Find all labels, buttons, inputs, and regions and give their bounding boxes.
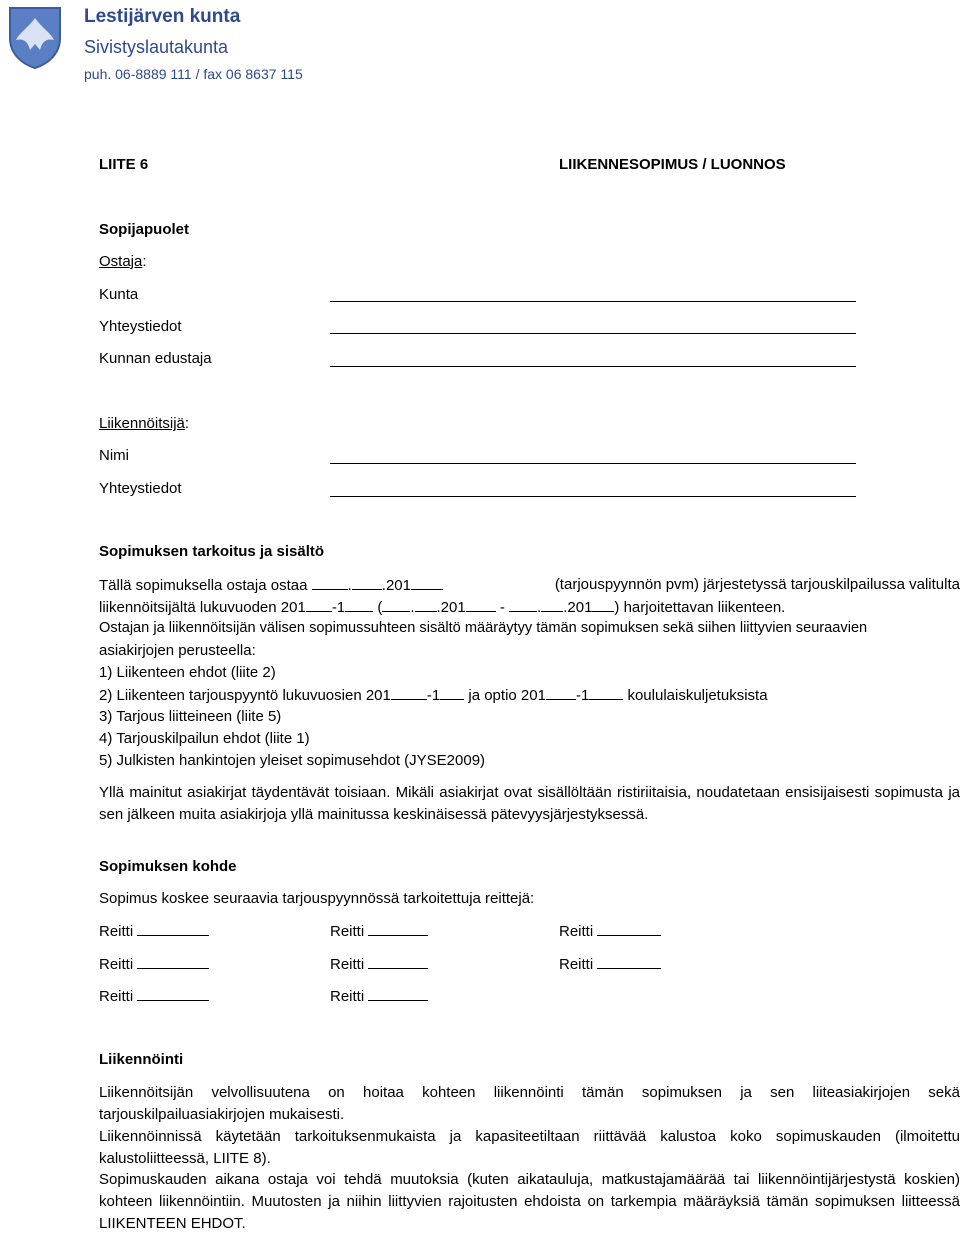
purpose-text-part: liikennöitsijältä lukuvuoden 201 [99, 599, 306, 616]
list-text-part: ja optio 201 [468, 687, 546, 704]
buyer-colon: : [142, 253, 147, 270]
buyer-heading [99, 253, 147, 270]
dash: -1 [331, 599, 346, 616]
blank-year[interactable] [466, 598, 496, 612]
attachment-label: LIITE 6 [99, 156, 149, 173]
traffic-paragraph: Liikennöinnissä käytetään tarkoituksenmukaista ja kapasiteetiltaan riittävää kalustoa koko sopimuskauden (ilmoitettu kalustoliitteessä, LIITE 8). [99, 1128, 960, 1167]
document-list-item: 5) Julkisten hankintojen yleiset sopimusehdot (JYSE2009) [99, 752, 486, 769]
route-label: Reitti [559, 956, 594, 973]
operator-field-line[interactable] [330, 463, 856, 464]
route-label: Reitti [559, 923, 594, 940]
dot: . [347, 577, 352, 594]
route-blank[interactable] [137, 987, 209, 1001]
year-prefix: .201 [563, 599, 593, 616]
document-list-item: 4) Tarjouskilpailun ehdot (liite 1) [99, 730, 310, 747]
purpose-text-part: (tarjouspyynnön pvm) järjestetyssä tarjouskilpailussa valitulta [554, 576, 960, 593]
traffic-heading: Liikennöinti [99, 1051, 184, 1068]
purpose-text-part: ) harjoitettavan liikenteen. [614, 599, 786, 616]
route-label: Reitti [330, 988, 365, 1005]
route-field [559, 922, 661, 940]
route-field [330, 955, 428, 973]
blank-day[interactable] [382, 598, 410, 612]
year-prefix: .201 [436, 599, 466, 616]
operator-field-line[interactable] [330, 496, 856, 497]
route-blank[interactable] [137, 955, 209, 969]
blank-year[interactable] [546, 686, 576, 700]
list-text-part: 2) Liikenteen tarjouspyyntö lukuvuosien 201 [99, 687, 391, 704]
purpose-text-part: Tällä sopimuksella ostaja ostaa [99, 577, 308, 594]
route-label: Reitti [99, 988, 134, 1005]
blank-month[interactable] [415, 598, 437, 612]
route-field [330, 987, 428, 1005]
year-prefix: .201 [381, 577, 411, 594]
crest-logo-icon [6, 4, 64, 70]
route-label: Reitti [99, 923, 134, 940]
blank-month[interactable] [541, 598, 563, 612]
purpose-heading: Sopimuksen tarkoitus ja sisältö [99, 543, 325, 560]
dash: - [499, 599, 505, 616]
department-name: Sivistyslautakunta [84, 37, 229, 57]
route-label: Reitti [330, 956, 365, 973]
traffic-paragraph: Sopimuskauden aikana ostaja voi tehdä muutoksia (kuten aikatauluja, matkustajamäärää tai liikennöintijärjestystä koskien) kohteen liikennöintiin. Muutosten ja niihin liittyvien rajoitusten ehdoista on tarkempia määräyksiä tämän sopimuksen liitteessä LIIKENTEEN EHDOT. [99, 1171, 960, 1232]
blank-month[interactable] [352, 576, 382, 590]
subject-intro: Sopimus koskee seuraavia tarjouspyynnössä tarkoitettuja reittejä: [99, 890, 535, 907]
purpose-line-3: Ostajan ja liikennöitsijän välisen sopimussuhteen sisältö määräytyy tämän sopimuksen sekä siihen liittyvien seuraavien [99, 620, 868, 636]
buyer-field-line[interactable] [330, 366, 856, 367]
document-list-item [99, 686, 768, 704]
dot: . [537, 599, 542, 616]
blank-day[interactable] [509, 598, 537, 612]
route-blank[interactable] [597, 955, 661, 969]
route-blank[interactable] [368, 955, 428, 969]
route-blank[interactable] [368, 987, 428, 1001]
operator-colon: : [184, 415, 190, 432]
route-field [99, 922, 209, 940]
route-label: Reitti [330, 923, 365, 940]
subject-heading: Sopimuksen kohde [99, 858, 237, 875]
purpose-line-1 [99, 576, 960, 594]
route-field [99, 955, 209, 973]
dot: . [410, 599, 415, 616]
list-text-part: koululaiskuljetuksista [627, 687, 768, 704]
buyer-field-line[interactable] [330, 301, 856, 302]
route-blank[interactable] [368, 922, 428, 936]
blank-year[interactable] [345, 598, 373, 612]
operator-heading-text: Liikennöitsijä [99, 415, 185, 432]
blank-year[interactable] [391, 686, 427, 700]
operator-heading [99, 415, 189, 432]
route-field [99, 987, 209, 1005]
operator-field-label: Yhteystiedot [99, 480, 182, 497]
buyer-heading-text: Ostaja [99, 253, 143, 270]
route-blank[interactable] [597, 922, 661, 936]
dash: -1 [426, 687, 441, 704]
blank-year[interactable] [411, 576, 443, 590]
operator-field-label: Nimi [99, 447, 129, 464]
buyer-field-label: Yhteystiedot [99, 318, 182, 335]
purpose-text [99, 576, 443, 594]
route-field [559, 955, 661, 973]
document-title: LIIKENNESOPIMUS / LUONNOS [559, 156, 786, 173]
blank-year[interactable] [592, 598, 614, 612]
blank-year[interactable] [589, 686, 623, 700]
blank-day[interactable] [312, 576, 348, 590]
paren: ( [377, 599, 383, 616]
traffic-paragraph: Liikennöitsijän velvollisuutena on hoitaa kohteen liikennöinti tämän sopimuksen ja sen liiteasiakirjojen sekä tarjouskilpailuasiakirjojen mukaisesti. [99, 1084, 960, 1123]
buyer-field-line[interactable] [330, 333, 856, 334]
route-label: Reitti [99, 956, 134, 973]
purpose-line-2 [99, 598, 785, 616]
dash: -1 [575, 687, 590, 704]
org-name: Lestijärven kunta [84, 6, 241, 27]
parties-heading: Sopijapuolet [99, 221, 189, 238]
document-list-item: 1) Liikenteen ehdot (liite 2) [99, 664, 276, 681]
buyer-field-label: Kunnan edustaja [99, 350, 212, 367]
buyer-field-label: Kunta [99, 286, 139, 303]
blank-year[interactable] [440, 686, 464, 700]
blank-year[interactable] [306, 598, 332, 612]
document-list-item: 3) Tarjous liitteineen (liite 5) [99, 708, 282, 725]
route-blank[interactable] [137, 922, 209, 936]
purpose-closing-paragraph: Yllä mainitut asiakirjat täydentävät toisiaan. Mikäli asiakirjat ovat sisällöltään ristiriitaisia, noudatetaan ensisijaisesti sopimusta ja sen jälkeen muita asiakirjoja yllä mainitussa keskinäisessä pätevyysjärjestyksessä. [99, 784, 960, 823]
route-field [330, 922, 428, 940]
purpose-line-4: asiakirjojen perusteella: [99, 642, 256, 659]
contact-info: puh. 06-8889 111 / fax 06 8637 115 [84, 66, 303, 82]
